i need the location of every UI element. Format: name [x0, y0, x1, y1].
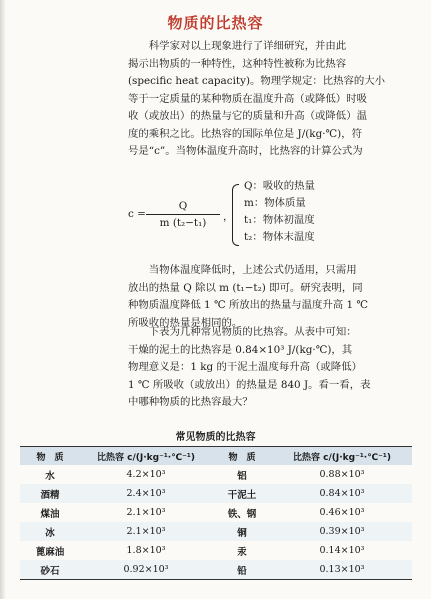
substance-cell: 铁、钢	[227, 508, 257, 520]
substance-cell: 铅	[237, 565, 247, 577]
table-header: 比热容 c/(J·kg⁻¹·℃⁻¹)	[293, 452, 391, 463]
value-cell: 2.4×10³	[126, 488, 166, 499]
table-title: 常见物质的比热容	[175, 432, 256, 443]
text-line: 当物体温度降低时，上述公式仍适用，只需用	[148, 264, 357, 276]
text-line: 科学家对以上现象进行了详细研究，并由此	[148, 40, 347, 52]
substance-cell: 铝	[237, 470, 247, 482]
formula-comma: ，	[223, 211, 234, 223]
text-line: 种物质温度降低 1 ℃ 所放出的热量与温度升高 1 ℃	[128, 299, 369, 311]
substance-cell: 砂石	[40, 565, 60, 577]
table-header: 物 质	[228, 452, 256, 463]
legend-item: m：物体质量	[244, 197, 306, 209]
formula-denominator: m (t₂−t₁)	[159, 217, 207, 229]
legend-item: t₂：物体末温度	[244, 231, 315, 243]
page-title: 物质的比热容	[167, 14, 264, 32]
value-cell: 0.13×10³	[319, 564, 365, 575]
formula-lhs: c =	[128, 208, 146, 220]
paragraph-cooling	[128, 262, 398, 332]
value-cell: 0.14×10³	[319, 545, 365, 556]
specific-heat-formula	[128, 178, 408, 260]
text-line: 等于一定质量的某种物质在温度升高（或降低）时吸	[128, 92, 367, 105]
text-line: 下表为几种常见物质的比热容。从表中可知：	[148, 326, 357, 338]
table-row	[20, 465, 412, 484]
text-line: 放出的热量 Q 除以 m (t₁−t₂) 即可。研究表明，同	[128, 281, 363, 294]
value-cell: 1.8×10³	[126, 545, 166, 556]
text-line: 干燥的泥土的比热容是 0.84×10³ J/(kg·℃)，其	[128, 343, 353, 356]
substance-cell: 酒精	[40, 489, 60, 501]
paragraph-definition	[128, 38, 398, 161]
formula-fraction	[146, 200, 220, 229]
table-row	[20, 484, 412, 503]
text-line: (specific heat capacity)。物理学规定：比热容的大小	[128, 75, 386, 87]
substance-cell: 铜	[237, 527, 247, 539]
table-row	[20, 522, 412, 541]
table-row	[20, 503, 412, 522]
value-cell: 4.2×10³	[126, 469, 166, 480]
table-row	[20, 560, 412, 579]
value-cell: 0.39×10³	[319, 526, 365, 537]
text-line: 1 ℃ 所吸收（或放出）的热量是 840 J。看一看，表	[128, 378, 371, 391]
text-line: 所吸收的热量是相同的。	[128, 316, 243, 329]
value-cell: 0.46×10³	[319, 507, 365, 518]
brace-icon	[232, 184, 239, 246]
substance-cell: 煤油	[40, 508, 60, 520]
substance-cell: 冰	[45, 527, 55, 539]
table-row	[20, 541, 412, 560]
text-line: 中哪种物质的比热容最大？	[128, 396, 253, 408]
table-header-row	[20, 447, 412, 465]
specific-heat-table	[20, 446, 412, 580]
value-cell: 0.88×10³	[319, 469, 365, 480]
substance-cell: 干泥土	[227, 489, 257, 501]
table-header: 物 质	[36, 452, 64, 463]
paragraph-table-intro	[128, 324, 398, 412]
formula-legend	[244, 178, 315, 246]
text-line: 号是“c”。当物体温度升高时，比热容的计算公式为	[128, 145, 363, 157]
text-line: 收（或放出）的热量与它的质量和升高（或降低）温	[128, 110, 367, 122]
value-cell: 2.1×10³	[126, 507, 166, 518]
text-line: 物理意义是：1 kg 的干泥土温度每升高（或降低）	[128, 361, 362, 373]
text-line: 揭示出物质的一种特性，这种特性被称为比热容	[128, 57, 347, 70]
substance-cell: 汞	[237, 546, 247, 558]
value-cell: 0.84×10³	[319, 488, 365, 499]
substance-cell: 水	[45, 470, 55, 482]
text-line: 度的乘积之比。比热容的国际单位是 J/(kg·℃)，符	[128, 127, 362, 140]
substance-cell: 蓖麻油	[35, 546, 65, 558]
legend-item: Q：吸收的热量	[244, 180, 315, 192]
legend-item: t₁：物体初温度	[244, 214, 315, 226]
formula-numerator: Q	[146, 200, 220, 215]
value-cell: 2.1×10³	[126, 526, 166, 537]
value-cell: 0.92×10³	[123, 564, 169, 575]
table-header: 比热容 c/(J·kg⁻¹·℃⁻¹)	[97, 452, 195, 463]
